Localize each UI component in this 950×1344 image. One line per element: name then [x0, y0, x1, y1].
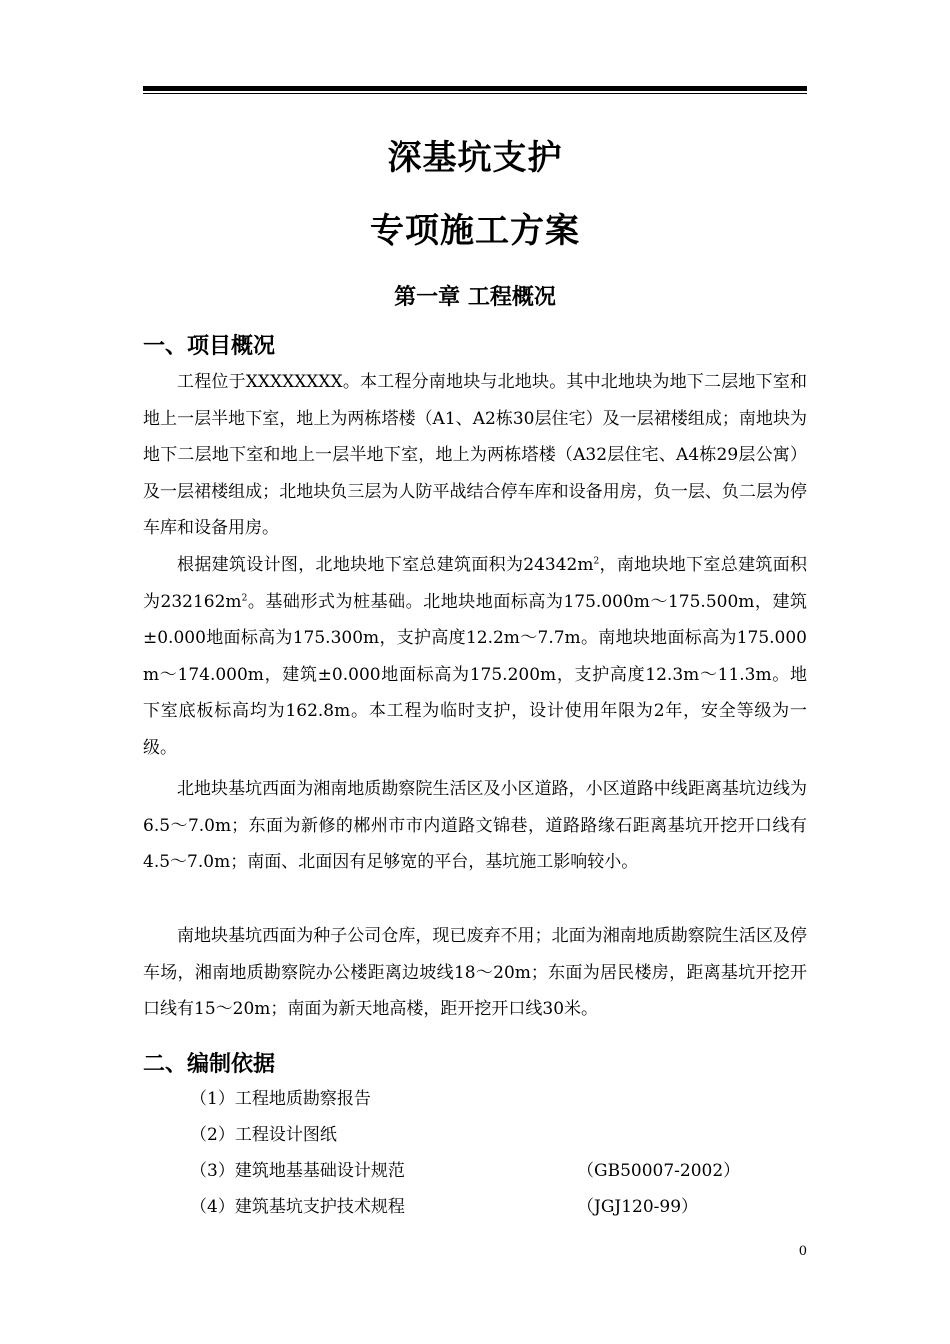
reference-list: [190, 1081, 750, 1225]
document-title-line-2: 专项施工方案: [370, 211, 580, 251]
reference-label: （1）工程地质勘察报告: [190, 1089, 371, 1109]
reference-code: （GB50007-2002）: [577, 1161, 741, 1181]
area-text-part-1: 根据建筑设计图，北地块地下室总建筑面积为24342m: [177, 555, 594, 575]
chapter-heading: 第一章 工程概况: [394, 285, 556, 310]
page-number: 0: [798, 1244, 807, 1259]
area-superscript-2: 2: [241, 592, 248, 603]
paragraph-project-location: 工程位于XXXXXXXX。本工程分南地块与北地块。其中北地块为地下二层地下室和地上一层半地下室，地上为两栋塔楼（A1、A2栋30层住宅）及一层裙楼组成；南地块为地下二层地下室和地上一层半地下室，地上为两栋塔楼（A32层住宅、A4栋29层公寓）及一层裙楼组成；北地块负三层为人防平战结合停车库和设备用房，负一层、负二层为停车库和设备用房。: [143, 372, 807, 538]
reference-code: （JGJ120-99）: [577, 1197, 699, 1217]
area-text-part-2: ，南地块地下室总建筑面积为232162m: [143, 555, 808, 612]
list-item: [190, 1081, 750, 1117]
reference-label: （2）工程设计图纸: [190, 1125, 337, 1145]
section-heading-project-overview: 一、项目概况: [143, 334, 276, 359]
list-item: [190, 1117, 750, 1153]
paragraph-building-area: [143, 547, 807, 766]
list-item: [190, 1189, 750, 1225]
section-heading-basis: 二、编制依据: [143, 1052, 276, 1077]
paragraph-north-site-surroundings: 北地块基坑西面为湘南地质勘察院生活区及小区道路，小区道路中线距离基坑边线为6.5～7.0m；东面为新修的郴州市市内道路文锦巷，道路路缘石距离基坑开挖开口线有4.5～7.0m；南面、北面因有足够宽的平台，基坑施工影响较小。: [143, 779, 807, 872]
list-item: [190, 1153, 750, 1189]
header-rule-thin: [143, 93, 807, 94]
reference-label: （4）建筑基坑支护技术规程: [190, 1197, 405, 1217]
header-rule-thick: [143, 86, 807, 91]
area-text-part-3: 。基础形式为桩基础。北地块地面标高为175.000m～175.500m，建筑±0.000地面标高为175.300m，支护高度12.2m～7.7m。南地块地面标高为175.000m～174.000m，建筑±0.000地面标高为175.200m，支护高度12.3m～11.3m。地下室底板标高均为162.8m。本工程为临时支护，设计使用年限为2年，安全等级为一级。: [143, 591, 808, 758]
paragraph-south-site-surroundings: 南地块基坑西面为种子公司仓库，现已废弃不用；北面为湘南地质勘察院生活区及停车场，湘南地质勘察院办公楼距离边坡线18～20m；东面为居民楼房，距离基坑开挖开口线有15～20m；南面为新天地高楼，距开挖开口线30米。: [143, 926, 807, 1019]
reference-label: （3）建筑地基基础设计规范: [190, 1161, 405, 1181]
area-superscript-1: 2: [593, 556, 600, 567]
document-title-line-1: 深基坑支护: [387, 138, 563, 178]
